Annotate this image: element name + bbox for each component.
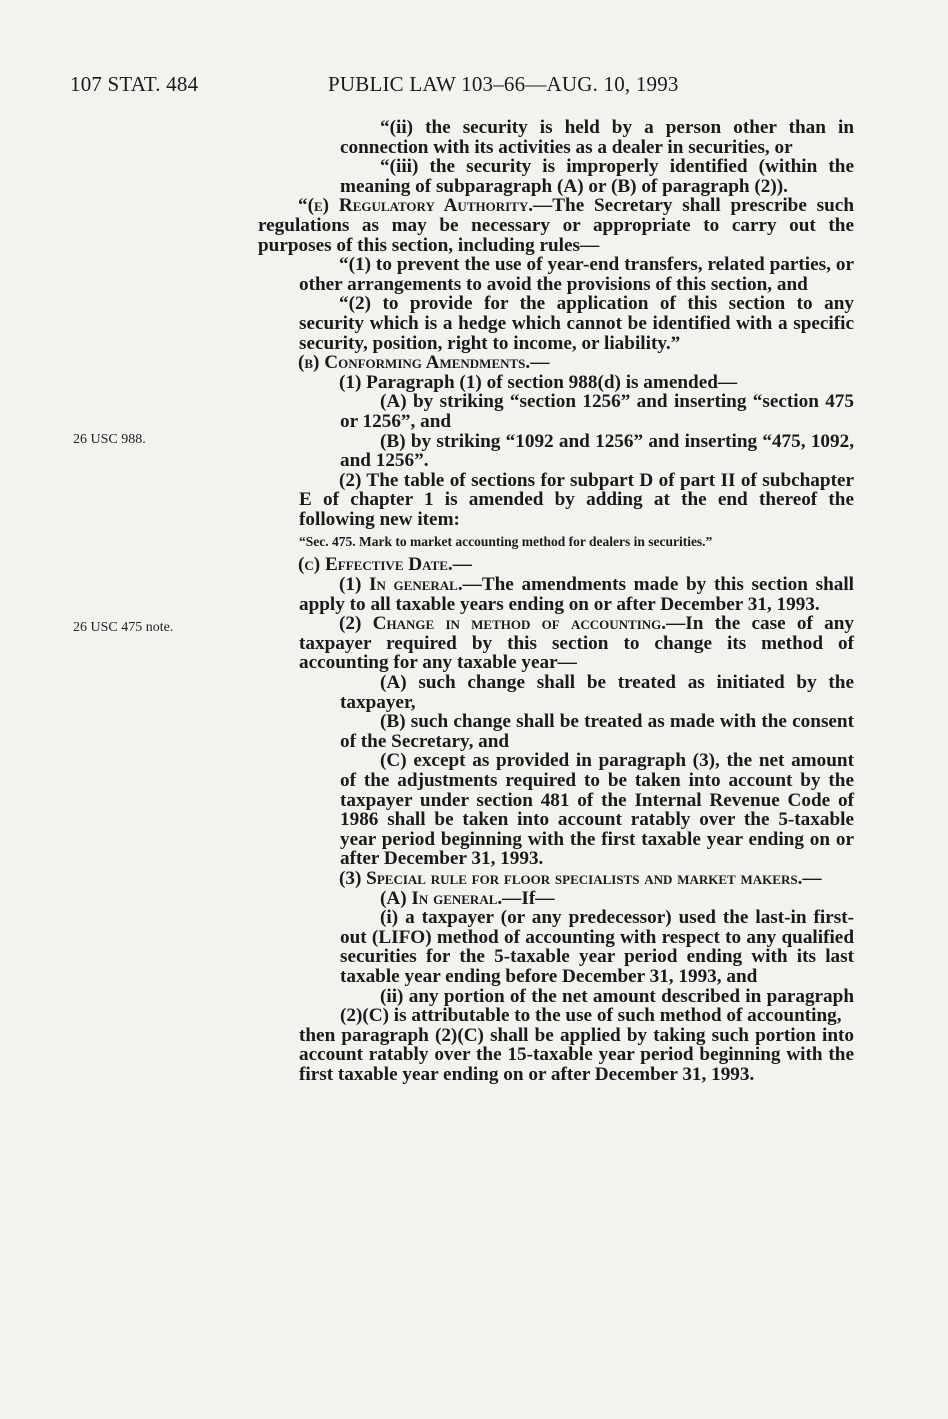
clause-iii: “(iii) the security is improperly identified (within the meaning of subparagraph (A) or (B) of paragraph (2)). bbox=[340, 156, 854, 197]
clause-c-3-a-i bbox=[258, 908, 854, 986]
subparagraph-c-2-c: (C) except as provided in paragraph (3), the net amount of the adjustments required to be taken into account by the taxpayer under section 481 of the Internal Revenue Code of 1986 shall be taken into account ratably over the 5-taxable year period beginning with the first taxable year ending on or after December 31, 1993. bbox=[340, 750, 854, 870]
paragraph-c-1 bbox=[258, 575, 854, 614]
paragraph-c-3-dash: — bbox=[802, 867, 822, 889]
paragraph-c-2-heading: (2) Change in method of accounting. bbox=[339, 613, 667, 635]
paragraph-b-1: (1) Paragraph (1) of section 988(d) is amended— bbox=[339, 371, 738, 393]
paragraph-c-3-heading: (3) Special rule for floor specialists and market makers. bbox=[339, 867, 803, 889]
subparagraph-b-1-b: (B) by striking “1092 and 1256” and inserting “475, 1092, and 1256”. bbox=[340, 430, 854, 472]
subparagraph-c-3-a bbox=[258, 889, 854, 909]
paragraph-c-2-text: —In the case of any taxpayer required by this section to change its method of accounting for any taxable year— bbox=[299, 613, 854, 674]
clause-c-3-a-ii-text: (ii) any portion of the net amount described in paragraph (2)(C) is attributable to the use of such method of accounting, bbox=[340, 985, 854, 1027]
subsection-e bbox=[258, 196, 854, 255]
clause-ii: “(ii) the security is held by a person other than in connection with its activities as a dealer in securities, or bbox=[340, 117, 854, 158]
clause-c-3-a-ii bbox=[258, 987, 854, 1026]
rule-1: “(1) to prevent the use of year-end transfers, related parties, or other arrangements to avoid the provisions of this section, and bbox=[299, 254, 854, 295]
page-number: 107 STAT. 484 bbox=[70, 72, 199, 96]
page-header bbox=[70, 72, 860, 102]
statute-text bbox=[258, 118, 854, 1085]
subsection-e-text: —The Secretary shall prescribe such regulations as may be necessary or appropriate to carry out the purposes of this section, including rules— bbox=[258, 195, 854, 256]
subsection-b bbox=[258, 353, 854, 373]
subsection-c bbox=[258, 555, 854, 575]
subsection-c-heading: (c) Effective Date. bbox=[298, 554, 453, 576]
paragraph-b-2: (2) The table of sections for subpart D of part II of subchapter E of chapter 1 is amended by adding at the end thereof the following new item: bbox=[299, 469, 854, 530]
paragraph-c-3 bbox=[258, 869, 854, 889]
page-title: PUBLIC LAW 103–66—AUG. 10, 1993 bbox=[328, 72, 679, 96]
margin-note-usc-475: 26 USC 475 note. bbox=[73, 620, 174, 635]
paragraph-c-1-heading: (1) In general. bbox=[339, 574, 463, 596]
clause-c-3-a-i-text: (i) a taxpayer (or any predecessor) used the last-in first-out (LIFO) method of accounting with respect to any qualified securities for the 5-taxable year period ending with its last taxable year ending before December 31, 1993, and bbox=[340, 907, 854, 987]
subsection-b-heading: (b) Conforming Amendments. bbox=[298, 352, 531, 374]
paragraph-c-1-text: —The amendments made by this section shall apply to all taxable years ending on or after December 31, 1993. bbox=[299, 574, 854, 615]
paragraph-c-2 bbox=[258, 614, 854, 673]
rule-2: “(2) to provide for the application of this section to any security which is a hedge which cannot be identified with a specific security, position, right to income, or liability.” bbox=[299, 293, 854, 354]
margin-note-usc-988: 26 USC 988. bbox=[73, 432, 146, 447]
subparagraph-b-1-a: (A) by striking “section 1256” and inserting “section 475 or 1256”, and bbox=[340, 391, 854, 432]
subsection-c-dash: — bbox=[452, 554, 472, 576]
subsection-b-dash: — bbox=[530, 352, 550, 374]
subparagraph-c-2-a: (A) such change shall be treated as initiated by the taxpayer, bbox=[340, 672, 854, 713]
subparagraph-c-3-a-text: —If— bbox=[502, 887, 555, 909]
subsection-e-heading: “(e) Regulatory Authority. bbox=[298, 195, 534, 217]
subparagraph-c-2-b: (B) such change shall be treated as made with the consent of the Secretary, and bbox=[340, 711, 854, 752]
subparagraph-c-3-a-heading: (A) In general. bbox=[380, 887, 503, 909]
new-table-item: “Sec. 475. Mark to market accounting method for dealers in securities.” bbox=[299, 534, 713, 550]
flush-language: then paragraph (2)(C) shall be applied by taking such portion into account ratably over the 15-taxable year period beginning with the first taxable year ending on or after December 31, 1993. bbox=[299, 1024, 854, 1085]
